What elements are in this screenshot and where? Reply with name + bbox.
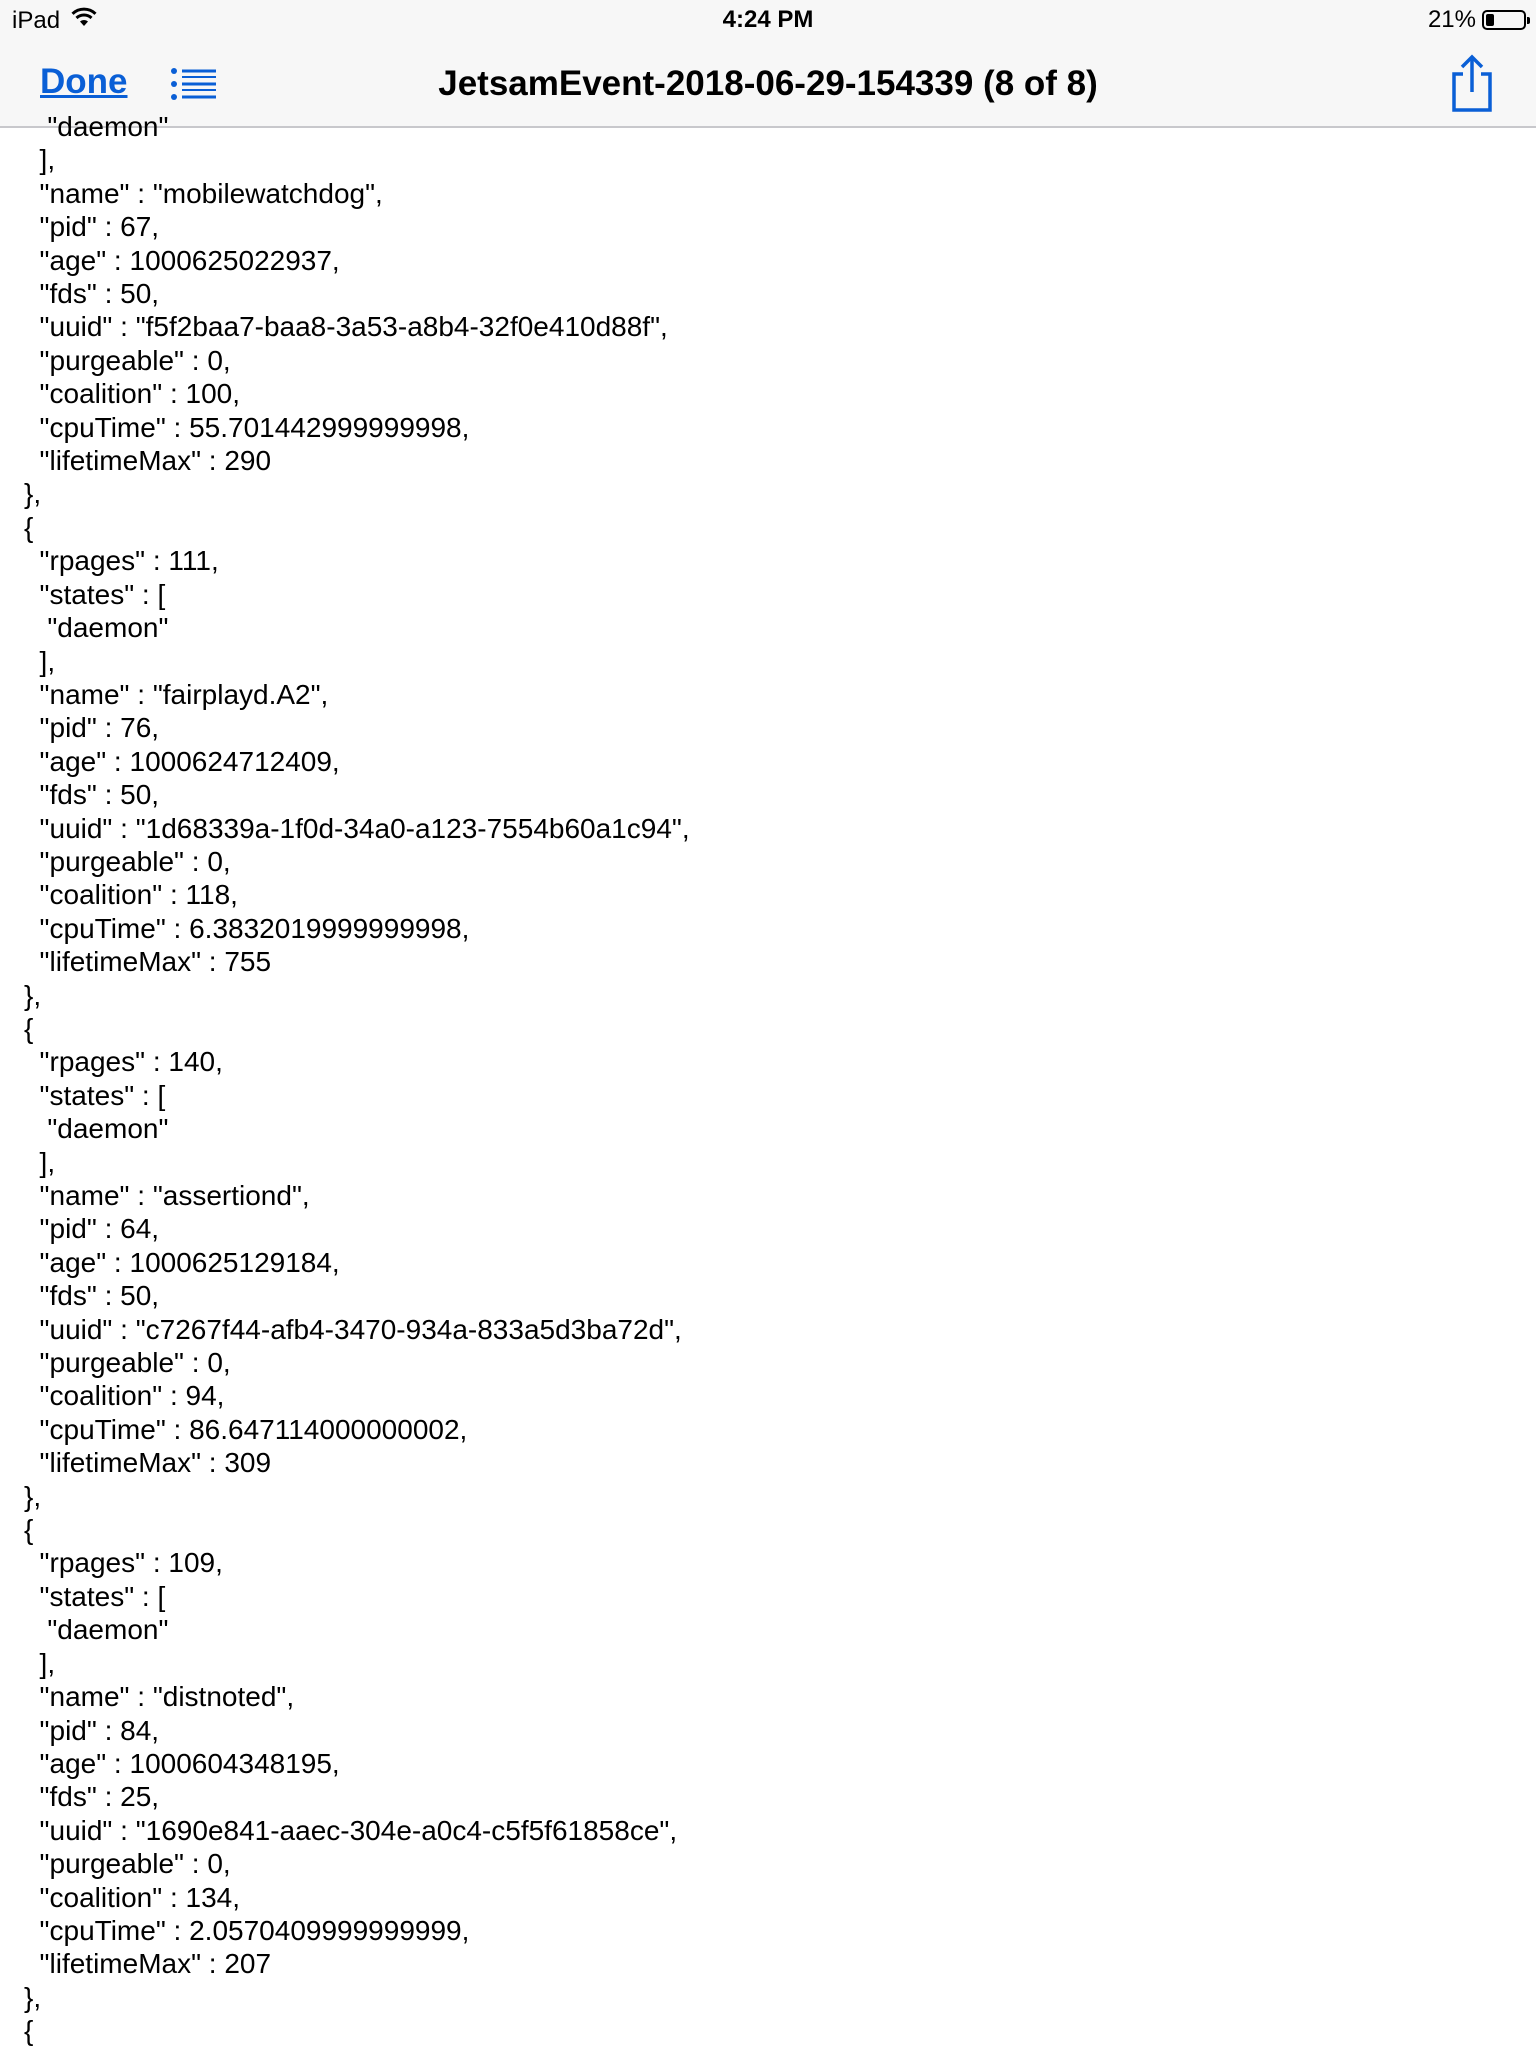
battery-nub	[1527, 17, 1530, 24]
log-line: "daemon"	[24, 612, 169, 644]
log-line: "age" : 1000604348195,	[24, 1747, 340, 1779]
log-line: "fds" : 50,	[24, 1280, 160, 1312]
log-line: "states" : [	[24, 578, 166, 610]
log-line: "coalition" : 118,	[24, 879, 238, 911]
log-line: "cpuTime" : 55.701442999999998,	[24, 411, 470, 443]
done-button[interactable]: Done	[40, 62, 128, 101]
log-line: "lifetimeMax" : 207	[24, 1948, 272, 1980]
battery-fill	[1486, 14, 1494, 26]
log-line: "coalition" : 134,	[24, 1881, 241, 1913]
log-line: },	[24, 1480, 42, 1512]
log-line: "states" : [	[24, 1580, 166, 1612]
log-line: },	[24, 1981, 42, 2013]
share-icon[interactable]	[1448, 54, 1496, 114]
log-line: "fds" : 25,	[24, 1781, 160, 1813]
log-line: "name" : "fairplayd.A2",	[24, 678, 329, 710]
log-line: "lifetimeMax" : 755	[24, 946, 272, 978]
log-line: "uuid" : "1690e841-aaec-304e-a0c4-c5f5f61858ce",	[24, 1814, 678, 1846]
log-line: {	[24, 1514, 34, 1546]
log-line: "pid" : 64,	[24, 1213, 160, 1245]
log-line: {	[24, 1012, 34, 1044]
log-line: ],	[24, 1647, 56, 1679]
log-line: },	[24, 478, 42, 510]
log-line: "cpuTime" : 6.3832019999999998,	[24, 912, 470, 944]
log-line: },	[24, 979, 42, 1011]
log-line: "lifetimeMax" : 290	[24, 445, 272, 477]
log-line: "rpages" : 111,	[24, 545, 219, 577]
status-bar	[0, 0, 1536, 42]
log-line: "name" : "distnoted",	[24, 1681, 295, 1713]
nav-title: JetsamEvent-2018-06-29-154339 (8 of 8)	[438, 64, 1098, 103]
log-line: "name" : "mobilewatchdog",	[24, 177, 383, 209]
log-line: "coalition" : 94,	[24, 1380, 225, 1412]
log-line: "age" : 1000624712409,	[24, 745, 340, 777]
log-line: "lifetimeMax" : 309	[24, 1447, 272, 1479]
log-line: "states" : [	[24, 1079, 166, 1111]
log-line: "pid" : 84,	[24, 1714, 160, 1746]
log-line: "age" : 1000625022937,	[24, 244, 340, 276]
log-line: ],	[24, 1146, 56, 1178]
log-line: "daemon"	[24, 111, 169, 142]
log-line: "uuid" : "c7267f44-afb4-3470-934a-833a5d3ba72d",	[24, 1313, 682, 1345]
list-icon[interactable]	[170, 66, 218, 102]
log-line: "uuid" : "1d68339a-1f0d-34a0-a123-7554b60a1c94",	[24, 812, 690, 844]
log-line: "purgeable" : 0,	[24, 1848, 231, 1880]
log-line: "fds" : 50,	[24, 779, 160, 811]
log-line: "uuid" : "f5f2baa7-baa8-3a53-a8b4-32f0e410d88f",	[24, 311, 668, 343]
log-line: "daemon"	[24, 1614, 169, 1646]
log-line: "pid" : 67,	[24, 211, 160, 243]
log-line: "purgeable" : 0,	[24, 845, 231, 877]
log-line: ],	[24, 144, 56, 176]
log-line: ],	[24, 645, 56, 677]
log-line: "coalition" : 100,	[24, 378, 241, 410]
log-line: "cpuTime" : 86.647114000000002,	[24, 1413, 468, 1445]
log-line: "daemon"	[24, 1113, 169, 1145]
battery-icon	[1482, 10, 1526, 30]
log-line: "purgeable" : 0,	[24, 1347, 231, 1379]
log-line: "purgeable" : 0,	[24, 344, 231, 376]
status-time: 4:24 PM	[722, 6, 814, 33]
log-line: {	[24, 511, 34, 543]
device-label: iPad	[12, 6, 61, 34]
log-line: "cpuTime" : 2.0570409999999999,	[24, 1914, 470, 1946]
log-line: "rpages" : 109,	[24, 1547, 223, 1579]
battery-percent: 21%	[1427, 6, 1476, 33]
log-line: "rpages" : 140,	[24, 1046, 223, 1078]
log-line: "pid" : 76,	[24, 712, 160, 744]
log-line: "age" : 1000625129184,	[24, 1246, 340, 1278]
log-line: {	[24, 2015, 34, 2047]
log-text	[24, 110, 690, 2048]
status-right	[1428, 6, 1526, 34]
log-line: "name" : "assertiond",	[24, 1180, 310, 1211]
log-line: "fds" : 50,	[24, 278, 160, 310]
log-content[interactable]	[0, 111, 1536, 2048]
